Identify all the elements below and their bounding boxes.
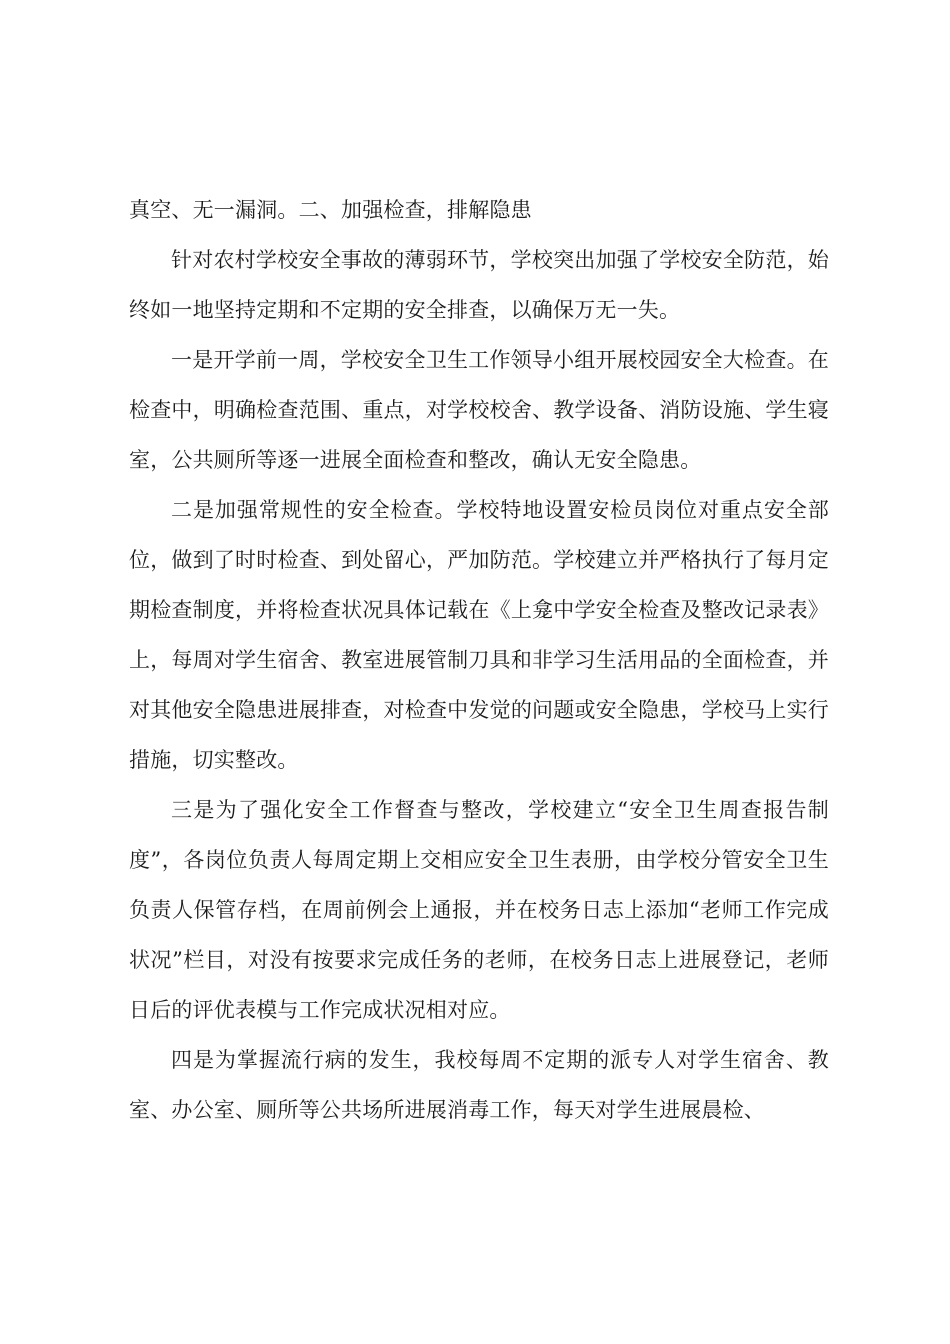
paragraph-item-one: 一是开学前一周，学校安全卫生工作领导小组开展校园安全大检查。在检查中，明确检查范围、重点，对学校校舍、教学设备、消防设施、学生寝室，公共厕所等逐一进展全面检查和整改，确认无安全隐患。 bbox=[129, 348, 829, 472]
paragraph-continuation: 真空、无一漏洞。二、加强检查，排解隐患 bbox=[129, 198, 532, 222]
paragraph-item-two: 二是加强常规性的安全检查。学校特地设置安检员岗位对重点安全部位，做到了时时检查、到处留心，严加防范。学校建立并严格执行了每月定期检查制度，并将检查状况具体记载在《上龛中学安全检查及整改记录表》上，每周对学生宿舍、教室进展管制刀具和非学习生活用品的全面检查，并对其他安全隐患进展排查，对检查中发觉的问题或安全隐患，学校马上实行措施，切实整改。 bbox=[129, 498, 829, 772]
paragraph-intro: 针对农村学校安全事故的薄弱环节，学校突出加强了学校安全防范，始终如一地坚持定期和不定期的安全排查，以确保万无一失。 bbox=[129, 248, 829, 322]
paragraph-item-three: 三是为了强化安全工作督查与整改，学校建立“安全卫生周查报告制度”，各岗位负责人每周定期上交相应安全卫生表册，由学校分管安全卫生负责人保管存档，在周前例会上通报，并在校务日志上添加“老师工作完成状况”栏目，对没有按要求完成任务的老师，在校务日志上进展登记，老师日后的评优表模与工作完成状况相对应。 bbox=[129, 798, 829, 1022]
document-body bbox=[129, 185, 829, 1135]
paragraph-item-four: 四是为掌握流行病的发生，我校每周不定期的派专人对学生宿舍、教室、办公室、厕所等公共场所进展消毒工作，每天对学生进展晨检、 bbox=[129, 1048, 829, 1122]
